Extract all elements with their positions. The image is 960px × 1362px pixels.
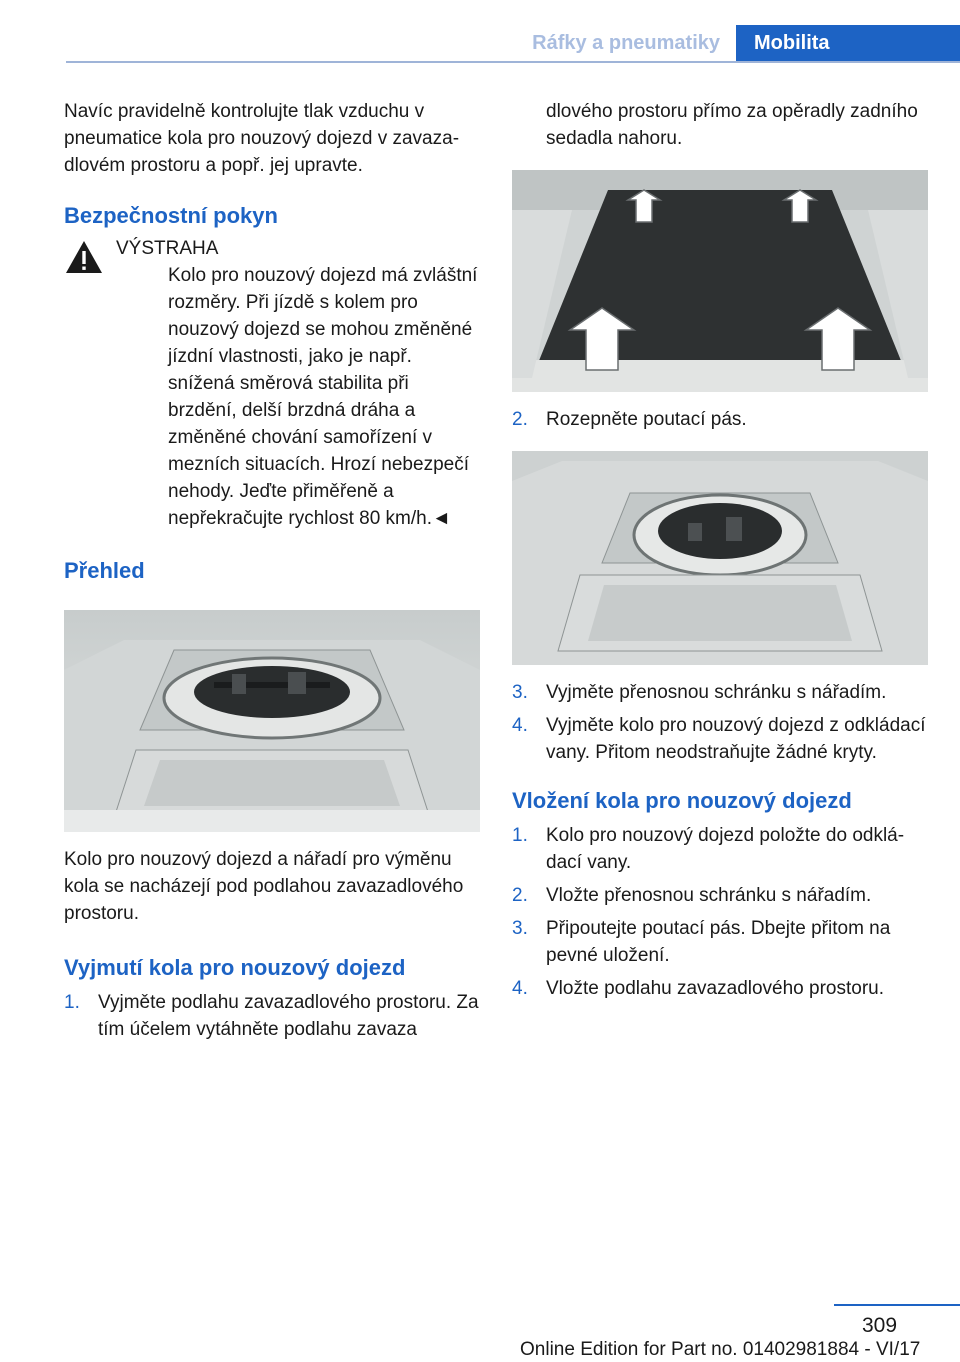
list-item bbox=[512, 679, 928, 706]
list-item bbox=[512, 712, 928, 766]
step-text: Rozepněte poutací pás. bbox=[546, 409, 747, 430]
insert-steps bbox=[512, 822, 928, 1002]
step-text: Vložte přenosnou schránku s nářadím. bbox=[546, 885, 872, 906]
page-header bbox=[0, 25, 960, 61]
step-number: 4. bbox=[512, 715, 528, 736]
spare-wheel-photo bbox=[512, 451, 928, 665]
intro-paragraph: Navíc pravidelně kontrolujte tlak vzduchu v pneumatice kola pro nouzový dojezd v zavazadlovém prostoru a popř. jej upravte. bbox=[64, 101, 460, 176]
warning-text: Kolo pro nouzový dojezd má zvláštní rozměry. Při jízdě s kolem pro nouzový dojezd se mohou změněné jízdní vlastnosti, jako je např. snížená směrová stabilita při brzdění, delší brzdná dráha a změněné chování samořízení v mezních situacích. Hrozí nebezpečí nehody. Jeďte přiměřeně a nepřekračujte rychlost 80 km/h.◄ bbox=[168, 265, 478, 529]
spare-wheel-compartment-photo bbox=[64, 610, 480, 832]
removal-steps bbox=[64, 989, 480, 1043]
list-item bbox=[512, 915, 928, 969]
list-item bbox=[512, 975, 928, 1002]
warning-triangle-icon bbox=[64, 239, 104, 275]
left-column bbox=[64, 98, 480, 1049]
page-number: 309 bbox=[862, 1314, 898, 1337]
step-text: Vyjměte přenosnou schránku s nářadím. bbox=[546, 682, 887, 703]
step-number: 3. bbox=[512, 918, 528, 939]
step-number: 3. bbox=[512, 682, 528, 703]
list-item bbox=[64, 989, 480, 1043]
step-text: Vyjměte podlahu zavazadlového prostoru. Za tím účelem vytáhněte podlahu zavaza bbox=[98, 992, 479, 1040]
step-number: 1. bbox=[512, 825, 528, 846]
footer-rule bbox=[834, 1304, 960, 1306]
right-column bbox=[512, 98, 928, 1008]
removal-heading: Vyjmutí kola pro nouzový dojezd bbox=[64, 955, 406, 980]
steps-part-a bbox=[512, 406, 928, 433]
step-continuation: dlového prostoru přímo za opěradly zadního sedadla nahoru. bbox=[546, 101, 918, 149]
step-text: Vložte podlahu zavazadlového prostoru. bbox=[546, 978, 885, 999]
step-text: Připoutejte poutací pás. Dbejte přitom na pevné uložení. bbox=[546, 918, 891, 966]
step-text: Vyjměte kolo pro nouzový dojezd z odkládací vany. Přitom neodstraňujte žádné kryty. bbox=[546, 715, 926, 763]
step-number: 2. bbox=[512, 409, 528, 430]
trunk-floor-photo bbox=[512, 170, 928, 392]
section-tab: Ráfky a pneumatiky bbox=[532, 31, 720, 54]
step-number: 1. bbox=[64, 992, 80, 1013]
warning-title: VÝSTRAHA bbox=[116, 238, 219, 259]
insert-heading: Vložení kola pro nouzový dojezd bbox=[512, 788, 852, 813]
step-number: 4. bbox=[512, 978, 528, 999]
list-item bbox=[512, 882, 928, 909]
steps-part-b bbox=[512, 679, 928, 766]
edition-footer: Online Edition for Part no. 01402981884 - VI/17 bbox=[520, 1339, 921, 1360]
header-rule bbox=[66, 61, 960, 63]
safety-heading: Bezpečnostní pokyn bbox=[64, 203, 278, 228]
overview-caption: Kolo pro nouzový dojezd a nářadí pro výměnu kola se nacházejí pod podlahou zavazadlového prostoru. bbox=[64, 849, 464, 924]
step-number: 2. bbox=[512, 885, 528, 906]
list-item bbox=[512, 822, 928, 876]
overview-heading: Přehled bbox=[64, 558, 145, 583]
chapter-tab: Mobilita bbox=[736, 25, 960, 61]
step-text: Kolo pro nouzový dojezd položte do odkládací vany. bbox=[546, 825, 905, 873]
warning-block bbox=[64, 235, 480, 532]
list-item bbox=[512, 406, 928, 433]
